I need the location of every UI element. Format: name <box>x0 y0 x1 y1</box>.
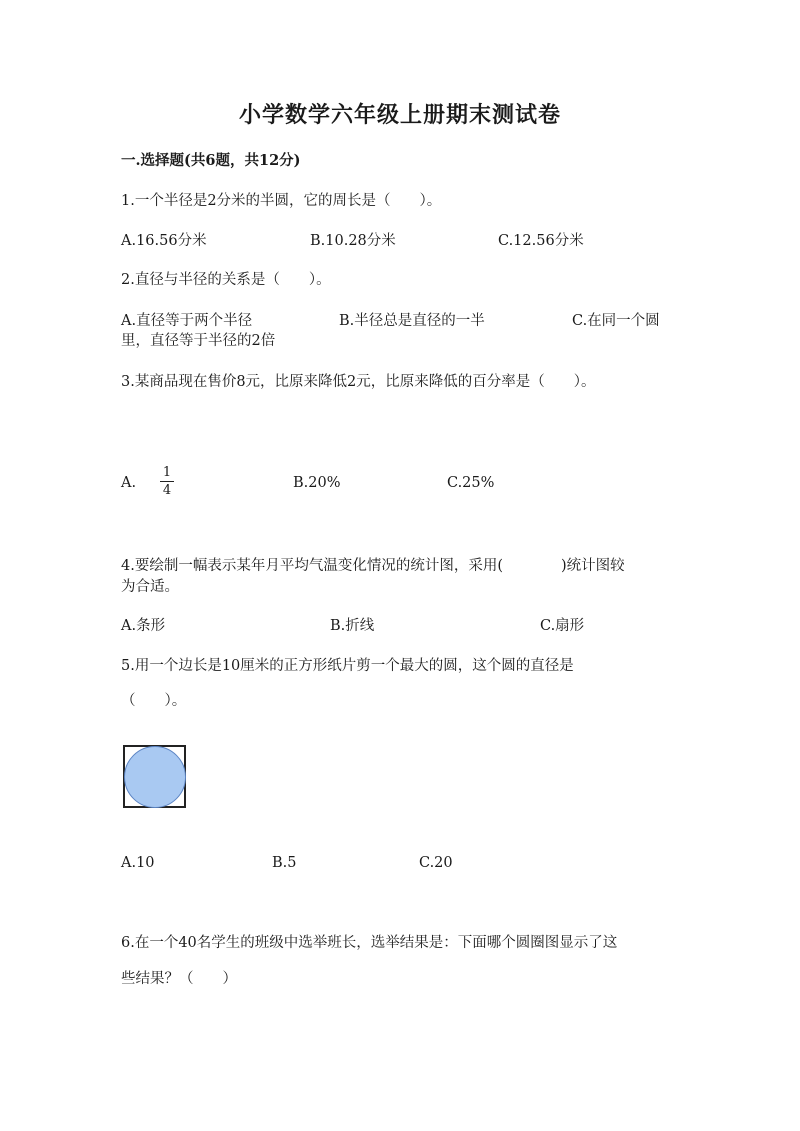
page-title: 小学数学六年级上册期末测试卷 <box>238 102 561 128</box>
question-1-text: 1.一个半径是2分米的半圆，它的周长是（ ）。 <box>121 193 442 209</box>
question-3-option-c[interactable]: C.25% <box>447 475 495 491</box>
fraction-one-quarter <box>160 466 174 497</box>
question-5-option-b[interactable]: B.5 <box>272 855 297 871</box>
question-3-option-a[interactable]: A. <box>121 475 137 491</box>
question-1-option-b[interactable]: B.10.28分米 <box>310 233 396 249</box>
question-3-option-b[interactable]: B.20% <box>293 475 341 491</box>
question-4-option-c[interactable]: C.扇形 <box>540 618 585 634</box>
question-1-option-a[interactable]: A.16.56分米 <box>121 233 207 249</box>
fraction-bar <box>160 481 174 482</box>
question-5-line-2: （ ）。 <box>121 693 187 709</box>
question-5-option-a[interactable]: A.10 <box>121 855 155 871</box>
question-5-line-1: 5.用一个边长是10厘米的正方形纸片剪一个最大的圆，这个圆的直径是 <box>121 658 574 674</box>
question-2-text: 2.直径与半径的关系是（ ）。 <box>121 272 331 288</box>
question-2-option-b[interactable]: B.半径总是直径的一半 <box>339 313 485 329</box>
question-2-option-a[interactable]: A.直径等于两个半径 <box>121 313 253 329</box>
fraction-denominator: 4 <box>162 483 172 498</box>
fraction-numerator: 1 <box>162 465 172 480</box>
question-3-text: 3.某商品现在售价8元，比原来降低2元，比原来降低的百分率是（ ）。 <box>121 374 596 390</box>
question-1-option-c[interactable]: C.12.56分米 <box>498 233 584 249</box>
question-2-option-c[interactable]: C.在同一个圆 <box>572 313 660 329</box>
question-4-option-b[interactable]: B.折线 <box>330 618 375 634</box>
inscribed-circle-icon <box>123 745 186 808</box>
question-6-line-2: 些结果？（ ） <box>121 971 237 987</box>
question-4-option-a[interactable]: A.条形 <box>121 618 166 634</box>
question-5-option-c[interactable]: C.20 <box>419 855 453 871</box>
square-with-circle-figure <box>123 745 186 808</box>
question-6-line-1: 6.在一个40名学生的班级中选举班长，选举结果是：下面哪个圆圈图显示了这 <box>121 935 618 951</box>
question-4-line-1: 4.要绘制一幅表示某年月平均气温变化情况的统计图，采用( )统计图较 <box>121 558 625 574</box>
question-4-line-2: 为合适。 <box>121 579 179 595</box>
question-2-option-c-continued: 里，直径等于半径的2倍 <box>121 333 276 349</box>
section-heading: 一.选择题(共6题，共12分) <box>121 152 301 169</box>
